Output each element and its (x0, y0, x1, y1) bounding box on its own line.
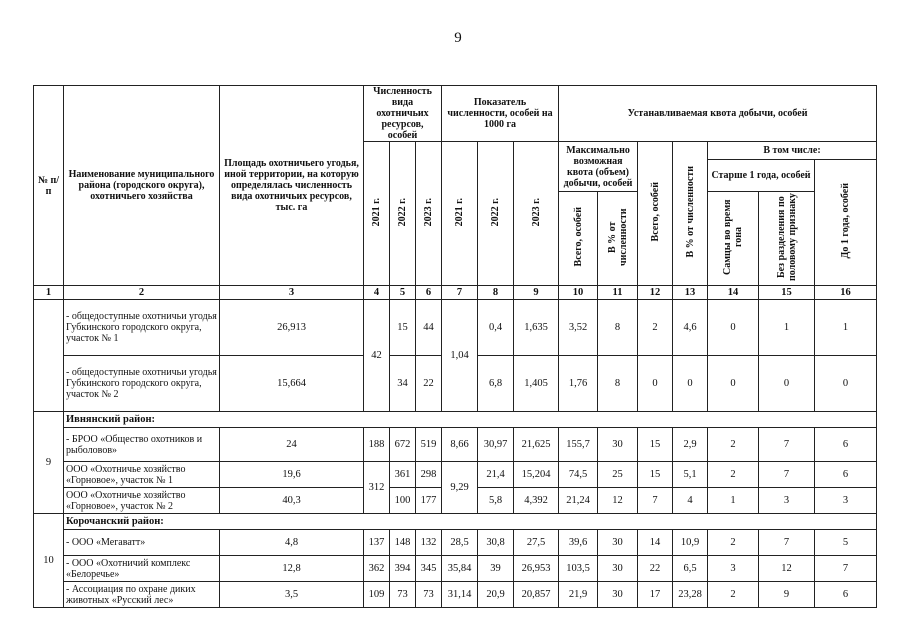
row-max-pct: 8 (598, 300, 638, 356)
row-quota-total: 15 (638, 462, 673, 488)
row-young: 6 (815, 462, 877, 488)
row-area: 24 (220, 428, 364, 462)
row-num (34, 300, 64, 412)
row-pop-2023: 132 (416, 530, 442, 556)
row-males: 2 (708, 462, 759, 488)
col-num: 4 (364, 286, 390, 300)
col-num: 12 (638, 286, 673, 300)
row-area: 15,664 (220, 356, 364, 412)
row-max-quota: 155,7 (559, 428, 598, 462)
row-name: - Ассоциация по охране диких животных «Русский лес» (64, 582, 220, 608)
row-area: 4,8 (220, 530, 364, 556)
row-young: 7 (815, 556, 877, 582)
col-num: 5 (390, 286, 416, 300)
row-no-sex: 7 (759, 462, 815, 488)
row-pop-2023: 44 (416, 300, 442, 356)
row-max-quota: 21,9 (559, 582, 598, 608)
header-quota-total: Всего, особей (649, 182, 661, 242)
row-name: ООО «Охотничье хозяйство «Горновое», участок № 2 (64, 488, 220, 514)
header-density: Показатель численности, особей на 1000 га (442, 86, 559, 142)
table-row (34, 462, 877, 488)
row-dens-2023: 27,5 (514, 530, 559, 556)
col-num: 1 (34, 286, 64, 300)
row-max-pct: 25 (598, 462, 638, 488)
header-max-quota: Максимально возможная квота (объем) добычи, особей (559, 142, 638, 192)
row-young: 6 (815, 428, 877, 462)
district-row (34, 412, 877, 428)
row-males: 2 (708, 428, 759, 462)
header-pop-2023: 2023 г. (423, 197, 434, 227)
row-quota-total: 0 (638, 356, 673, 412)
row-num: 9 (34, 412, 64, 514)
row-dens-2022: 39 (478, 556, 514, 582)
row-pop-2022: 100 (390, 488, 416, 514)
row-quota-pct: 2,9 (673, 428, 708, 462)
row-young: 1 (815, 300, 877, 356)
row-max-quota: 103,5 (559, 556, 598, 582)
row-max-quota: 39,6 (559, 530, 598, 556)
col-num: 16 (815, 286, 877, 300)
row-dens-2023: 21,625 (514, 428, 559, 462)
header-max-pct: В % от численности (606, 208, 629, 266)
header-name: Наименование муниципального района (городского округа), охотничьего хозяйства (64, 86, 220, 286)
col-num: 10 (559, 286, 598, 300)
row-name: - общедоступные охотничьи угодья Губкинского городского округа, участок № 2 (64, 356, 220, 412)
row-young: 6 (815, 582, 877, 608)
row-dens-2022: 21,4 (478, 462, 514, 488)
row-pop-2023: 345 (416, 556, 442, 582)
row-num: 10 (34, 514, 64, 608)
row-no-sex: 3 (759, 488, 815, 514)
header-num: № п/п (34, 86, 64, 286)
row-dens-2023: 15,204 (514, 462, 559, 488)
row-no-sex: 7 (759, 428, 815, 462)
row-pop-2022: 73 (390, 582, 416, 608)
row-max-quota: 21,24 (559, 488, 598, 514)
row-quota-pct: 4,6 (673, 300, 708, 356)
row-quota-pct: 4 (673, 488, 708, 514)
header-young: До 1 года, особей (840, 183, 852, 259)
row-pop-2021: 109 (364, 582, 390, 608)
row-no-sex: 0 (759, 356, 815, 412)
header-dens-2021: 2021 г. (454, 197, 466, 227)
header-max-total: Всего, особей (572, 207, 584, 267)
table-row (34, 300, 877, 356)
row-pop-2021: 137 (364, 530, 390, 556)
row-area: 19,6 (220, 462, 364, 488)
row-quota-total: 2 (638, 300, 673, 356)
row-pop-2021: 312 (364, 462, 390, 514)
row-dens-2021: 8,66 (442, 428, 478, 462)
row-dens-2023: 20,857 (514, 582, 559, 608)
row-area: 3,5 (220, 582, 364, 608)
row-quota-total: 17 (638, 582, 673, 608)
row-quota-pct: 0 (673, 356, 708, 412)
row-quota-pct: 23,28 (673, 582, 708, 608)
row-area: 12,8 (220, 556, 364, 582)
row-max-pct: 30 (598, 556, 638, 582)
row-dens-2022: 30,8 (478, 530, 514, 556)
row-name: - общедоступные охотничьи угодья Губкинского городского округа, участок № 1 (64, 300, 220, 356)
row-name: - БРОО «Общество охотников и рыболовов» (64, 428, 220, 462)
row-no-sex: 7 (759, 530, 815, 556)
district-row (34, 514, 877, 530)
row-name: - ООО «Мегаватт» (64, 530, 220, 556)
row-dens-2022: 20,9 (478, 582, 514, 608)
row-area: 26,913 (220, 300, 364, 356)
row-quota-total: 22 (638, 556, 673, 582)
row-males: 0 (708, 300, 759, 356)
quota-table (33, 85, 877, 608)
col-num: 13 (673, 286, 708, 300)
row-young: 0 (815, 356, 877, 412)
col-num: 11 (598, 286, 638, 300)
row-pop-2021: 362 (364, 556, 390, 582)
row-dens-2021: 31,14 (442, 582, 478, 608)
column-number-row (34, 286, 877, 300)
row-max-pct: 30 (598, 530, 638, 556)
header-quota: Устанавливаемая квота добычи, особей (559, 86, 877, 142)
header-pop-2021: 2021 г. (371, 197, 382, 227)
row-quota-pct: 6,5 (673, 556, 708, 582)
row-dens-2023: 4,392 (514, 488, 559, 514)
row-no-sex: 1 (759, 300, 815, 356)
header-dens-2023: 2023 г. (530, 197, 542, 227)
row-pop-2022: 672 (390, 428, 416, 462)
col-num: 3 (220, 286, 364, 300)
col-num: 7 (442, 286, 478, 300)
table-row (34, 582, 877, 608)
row-pop-2023: 298 (416, 462, 442, 488)
row-males: 2 (708, 582, 759, 608)
table-row (34, 556, 877, 582)
col-num: 6 (416, 286, 442, 300)
table-row (34, 428, 877, 462)
row-max-pct: 8 (598, 356, 638, 412)
row-pop-2023: 22 (416, 356, 442, 412)
header-dens-2022: 2022 г. (490, 197, 502, 227)
row-males: 1 (708, 488, 759, 514)
row-dens-2022: 6,8 (478, 356, 514, 412)
row-quota-total: 14 (638, 530, 673, 556)
row-quota-pct: 10,9 (673, 530, 708, 556)
row-name: ООО «Охотничье хозяйство «Горновое», участок № 1 (64, 462, 220, 488)
header-quota-pct: В % от численности (684, 166, 696, 258)
header-population: Численность вида охотничьих ресурсов, особей (364, 86, 442, 142)
header-area: Площадь охотничьего угодья, иной территории, на которую определялась численность вида охотничьих ресурсов, тыс. га (220, 86, 364, 286)
district-title: Корочанский район: (64, 514, 877, 530)
row-dens-2023: 1,405 (514, 356, 559, 412)
row-young: 3 (815, 488, 877, 514)
row-dens-2022: 0,4 (478, 300, 514, 356)
row-name: - ООО «Охотничий комплекс «Белоречье» (64, 556, 220, 582)
row-dens-2023: 1,635 (514, 300, 559, 356)
row-no-sex: 9 (759, 582, 815, 608)
row-males: 0 (708, 356, 759, 412)
row-pop-2021: 188 (364, 428, 390, 462)
row-males: 3 (708, 556, 759, 582)
district-title: Ивнянский район: (64, 412, 877, 428)
row-quota-pct: 5,1 (673, 462, 708, 488)
header-no-sex: Без разделения по половому признаку (775, 193, 798, 281)
row-males: 2 (708, 530, 759, 556)
row-quota-total: 7 (638, 488, 673, 514)
row-no-sex: 12 (759, 556, 815, 582)
col-num: 9 (514, 286, 559, 300)
row-area: 40,3 (220, 488, 364, 514)
row-max-pct: 30 (598, 428, 638, 462)
header-pop-2022: 2022 г. (397, 197, 408, 227)
row-pop-2023: 73 (416, 582, 442, 608)
header-older: Старше 1 года, особей (708, 160, 815, 192)
header-incl: В том числе: (708, 142, 877, 160)
row-dens-2021: 28,5 (442, 530, 478, 556)
row-young: 5 (815, 530, 877, 556)
row-pop-2022: 15 (390, 300, 416, 356)
row-max-pct: 30 (598, 582, 638, 608)
row-pop-2022: 361 (390, 462, 416, 488)
col-num: 14 (708, 286, 759, 300)
header-males: Самцы во время гона (722, 199, 745, 275)
row-pop-2021: 42 (364, 300, 390, 412)
row-pop-2022: 148 (390, 530, 416, 556)
row-max-pct: 12 (598, 488, 638, 514)
row-dens-2021: 9,29 (442, 462, 478, 514)
row-max-quota: 3,52 (559, 300, 598, 356)
col-num: 2 (64, 286, 220, 300)
row-pop-2023: 177 (416, 488, 442, 514)
table-row (34, 530, 877, 556)
col-num: 15 (759, 286, 815, 300)
row-pop-2022: 394 (390, 556, 416, 582)
page-number: 9 (454, 30, 462, 46)
row-pop-2022: 34 (390, 356, 416, 412)
row-pop-2023: 519 (416, 428, 442, 462)
row-max-quota: 74,5 (559, 462, 598, 488)
row-dens-2023: 26,953 (514, 556, 559, 582)
row-dens-2021: 35,84 (442, 556, 478, 582)
col-num: 8 (478, 286, 514, 300)
row-quota-total: 15 (638, 428, 673, 462)
row-dens-2021: 1,04 (442, 300, 478, 412)
row-dens-2022: 5,8 (478, 488, 514, 514)
row-max-quota: 1,76 (559, 356, 598, 412)
row-dens-2022: 30,97 (478, 428, 514, 462)
